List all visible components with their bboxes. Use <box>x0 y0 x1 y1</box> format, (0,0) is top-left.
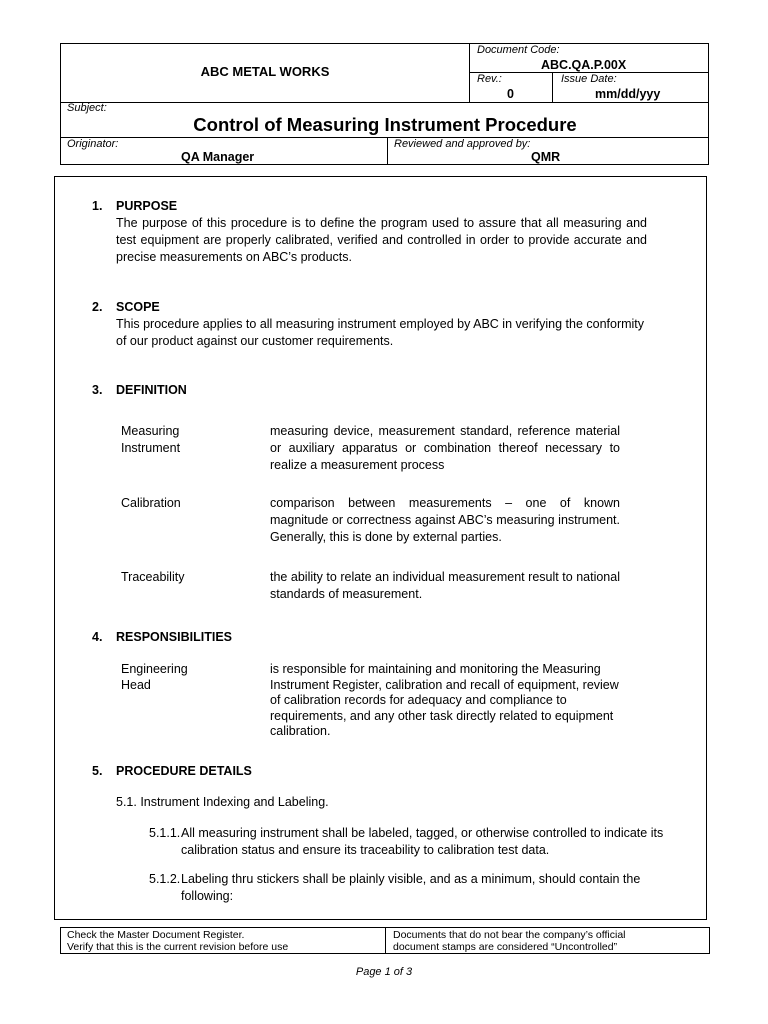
reviewer-value: QMR <box>531 150 561 164</box>
issue-date-value: mm/dd/yyy <box>595 87 661 101</box>
item-number: 5.1.2. <box>149 872 181 886</box>
footer-right-line1: Documents that do not bear the company’s official <box>393 929 626 941</box>
responsibility-term: Engineering Head <box>121 662 188 692</box>
section-number: 2. <box>92 300 103 314</box>
scope-text: This procedure applies to all measuring instrument employed by ABC in verifying the conformity of our product against our customer requirements. <box>116 317 645 348</box>
item-5-1-1-text <box>181 825 701 859</box>
page-title: Control of Measuring Instrument Procedure <box>193 114 577 135</box>
definition-text: the ability to relate an individual measurement result to national standards of measurement. <box>270 570 620 601</box>
footer-divider <box>385 928 386 953</box>
reviewed-label: Reviewed and approved by: <box>394 138 531 150</box>
item-5-1-1-body: All measuring instrument shall be labeled, tagged, or otherwise controlled to indicate its calibration status and ensure its traceability to calibration test data. <box>181 826 664 857</box>
definition-term: Calibration <box>121 496 181 510</box>
rev-value: 0 <box>507 87 514 101</box>
footer-right-line2: document stamps are considered “Uncontrolled” <box>393 941 618 953</box>
section-heading-procedure: PROCEDURE DETAILS <box>116 764 252 778</box>
document-code: ABC.QA.P.00X <box>541 58 627 72</box>
item-5-1-2-body: Labeling thru stickers shall be plainly visible, and as a minimum, should contain the following: <box>181 872 641 903</box>
purpose-text: The purpose of this procedure is to define the program used to assure that all measuring and test equipment are properly calibrated, verified and controlled in order to provide accurate and precise measurements on ABC’s products. <box>116 216 647 264</box>
section-number: 4. <box>92 630 103 644</box>
definition-text: comparison between measurements – one of known magnitude or correctness against ABC’s measuring instrument. Generally, this is done by external parties. <box>270 496 620 544</box>
section-heading-definition: DEFINITION <box>116 383 187 397</box>
definition-text: measuring device, measurement standard, reference material or auxiliary apparatus or combination thereof necessary to realize a measurement process <box>270 424 620 472</box>
section-number: 5. <box>92 764 103 778</box>
document-header <box>60 43 709 165</box>
section-number: 1. <box>92 199 103 213</box>
responsibility-text: is responsible for maintaining and monitoring the Measuring Instrument Register, calibration and recall of equipment, review of calibration records for adequacy and compliance to requirements, and any other task directly related to equipment calibration. <box>270 662 619 738</box>
footer-left-line2: Verify that this is the current revision before use <box>67 941 289 953</box>
section-heading-scope: SCOPE <box>116 300 160 314</box>
item-5-1-2-text <box>181 871 661 905</box>
company-name: ABC METAL WORKS <box>200 64 330 79</box>
section-heading-purpose: PURPOSE <box>116 199 178 213</box>
header-divider <box>61 102 709 103</box>
section-number: 3. <box>92 383 103 397</box>
originator-label: Originator: <box>67 138 119 150</box>
section-heading-responsibilities: RESPONSIBILITIES <box>116 630 232 644</box>
header-divider <box>552 72 553 102</box>
issue-date-label: Issue Date: <box>561 73 617 85</box>
item-number: 5.1.1. <box>149 826 181 840</box>
subject-label: Subject: <box>67 102 107 114</box>
header-divider <box>469 44 470 102</box>
subsection-5-1: 5.1. Instrument Indexing and Labeling. <box>116 795 329 809</box>
page-number: Page 1 of 3 <box>355 966 413 978</box>
definition-term: Traceability <box>121 570 185 584</box>
rev-label: Rev.: <box>477 73 502 85</box>
header-divider <box>387 137 388 165</box>
definition-term: Measuring Instrument <box>121 424 181 455</box>
header-divider <box>61 137 709 138</box>
document-code-label: Document Code: <box>477 44 560 56</box>
footer-left-line1: Check the Master Document Register. <box>67 929 245 941</box>
originator-value: QA Manager <box>181 150 255 164</box>
document-footer <box>60 927 710 954</box>
